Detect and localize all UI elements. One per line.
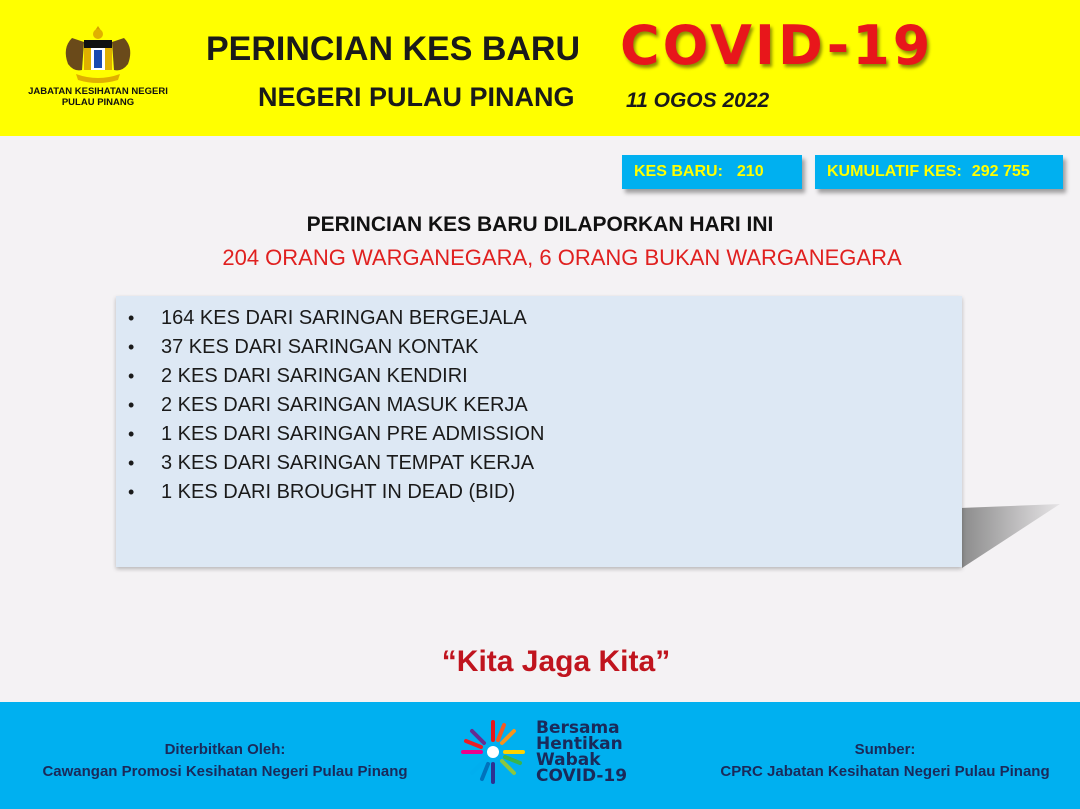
list-item-text: 2 KES DARI SARINGAN KENDIRI xyxy=(161,365,468,387)
campaign-logo-text xyxy=(536,720,627,784)
cumulative-cases-label: KUMULATIF KES: xyxy=(827,163,962,180)
list-item xyxy=(116,391,962,420)
page-title: PERINCIAN KES BARU xyxy=(206,30,581,68)
list-item xyxy=(116,478,962,507)
list-item-text: 3 KES DARI SARINGAN TEMPAT KERJA xyxy=(161,452,535,474)
campaign-line-3: Wabak xyxy=(536,750,601,770)
new-cases-badge xyxy=(622,155,802,189)
list-item xyxy=(116,333,962,362)
campaign-line-4: COVID-19 xyxy=(536,766,628,786)
summary-subheading: 204 ORANG WARGANEGARA, 6 ORANG BUKAN WARGANEGARA xyxy=(222,245,902,270)
org-line-1: JABATAN KESIHATAN NEGERI xyxy=(28,86,168,97)
bullet-icon: • xyxy=(128,366,135,386)
cumulative-cases-badge xyxy=(815,155,1063,189)
list-item xyxy=(116,420,962,449)
campaign-line-2: Hentikan xyxy=(536,734,623,754)
list-item xyxy=(116,304,962,333)
header-banner xyxy=(0,0,1080,136)
state-title: NEGERI PULAU PINANG xyxy=(258,82,575,112)
bullet-icon: • xyxy=(128,337,135,357)
source-name: CPRC Jabatan Kesihatan Negeri Pulau Pinang xyxy=(720,763,1050,780)
bullet-icon: • xyxy=(128,453,135,473)
footer-banner xyxy=(0,702,1080,809)
org-line-2: PULAU PINANG xyxy=(61,97,135,108)
case-breakdown-box xyxy=(116,296,962,567)
bullet-icon: • xyxy=(128,424,135,444)
publisher-block xyxy=(30,739,420,783)
covid-highlight: COVID-19 xyxy=(620,14,934,77)
bullet-icon: • xyxy=(128,308,135,328)
report-date: 11 OGOS 2022 xyxy=(626,89,770,112)
list-item-text: 2 KES DARI SARINGAN MASUK KERJA xyxy=(161,394,528,416)
source-block xyxy=(700,739,1070,783)
list-item-text: 1 KES DARI BROUGHT IN DEAD (BID) xyxy=(161,481,516,503)
case-breakdown-list xyxy=(116,296,962,507)
bullet-icon: • xyxy=(128,395,135,415)
slogan: “Kita Jaga Kita” xyxy=(441,645,671,678)
bullet-icon: • xyxy=(128,482,135,502)
list-item-text: 37 KES DARI SARINGAN KONTAK xyxy=(161,336,479,358)
list-item xyxy=(116,362,962,391)
new-cases-value: 210 xyxy=(736,163,764,180)
list-item-text: 164 KES DARI SARINGAN BERGEJALA xyxy=(161,307,527,329)
campaign-line-1: Bersama xyxy=(536,718,620,738)
source-label: Sumber: xyxy=(854,741,916,758)
organization-name xyxy=(8,86,188,108)
summary-heading: PERINCIAN KES BARU DILAPORKAN HARI INI xyxy=(306,213,774,236)
publisher-name: Cawangan Promosi Kesihatan Negeri Pulau Pinang xyxy=(42,763,408,780)
publisher-label: Diterbitkan Oleh: xyxy=(164,741,286,758)
list-item xyxy=(116,449,962,478)
list-item-text: 1 KES DARI SARINGAN PRE ADMISSION xyxy=(161,423,545,445)
campaign-burst-icon xyxy=(458,716,528,788)
new-cases-label: KES BARU: xyxy=(634,163,723,180)
cumulative-cases-value: 292 755 xyxy=(971,163,1030,180)
coat-of-arms-icon xyxy=(58,22,138,84)
